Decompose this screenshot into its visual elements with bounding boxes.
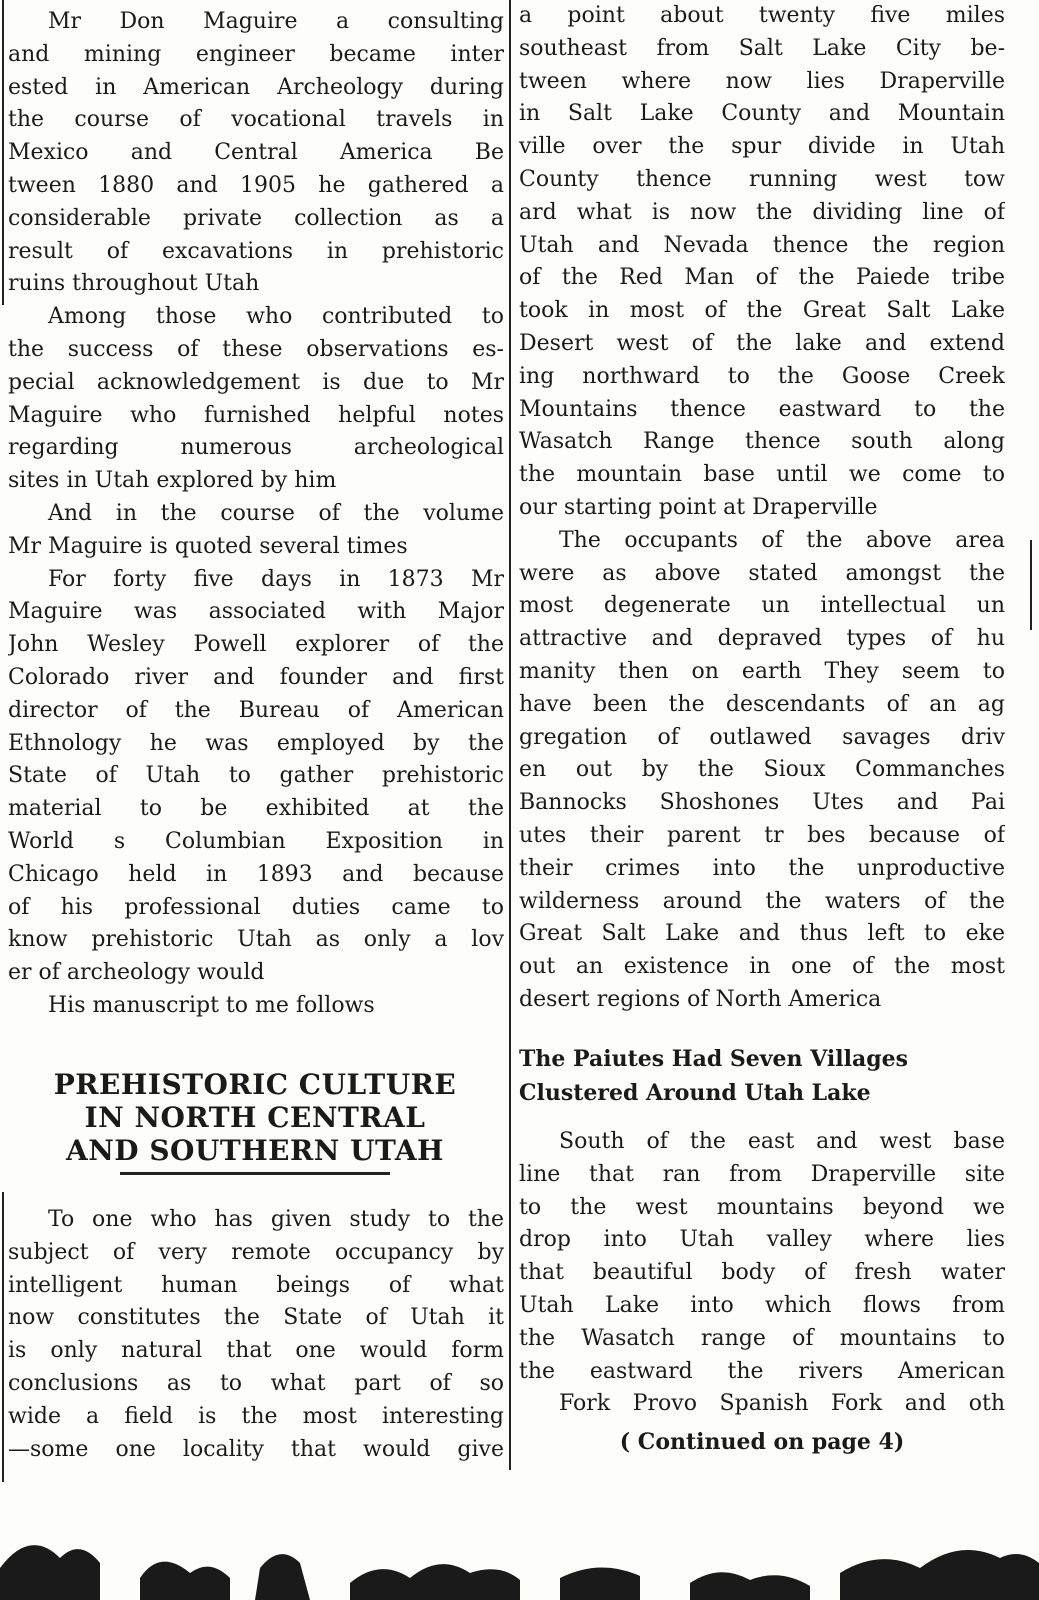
text-line: Mountains thence eastward to the — [519, 396, 1005, 422]
text-line: tween where now lies Draperville — [519, 68, 1005, 94]
text-line: attractive and depraved types of hu — [519, 626, 1005, 652]
text-line: ing northward to the Goose Creek — [519, 363, 1005, 389]
text-line: To one who has given study to the — [48, 1207, 504, 1232]
text-line: drop into Utah valley where lies — [519, 1227, 1005, 1253]
text-line: Utah and Nevada thence the region — [519, 232, 1005, 258]
text-line: The occupants of the above area — [559, 527, 1005, 553]
text-line: material to be exhibited at the — [8, 796, 504, 822]
text-line: utes their parent tr bes because of — [519, 822, 1005, 848]
text-line: pecial acknowledgement is due to Mr — [8, 369, 504, 395]
ornament-icon — [0, 1545, 1039, 1600]
text-line: know prehistoric Utah as only a lov — [8, 927, 504, 953]
text-line: Colorado river and founder and first — [8, 664, 504, 690]
text-line: His manuscript to me follows — [48, 992, 375, 1018]
text-line: Wasatch Range thence south along — [519, 429, 1005, 455]
column-rule-left-lower — [2, 1192, 4, 1482]
text-line: desert regions of North America — [519, 986, 882, 1012]
text-line: Mexico and Central America Be — [8, 140, 504, 166]
text-line: And in the course of the volume — [48, 500, 504, 526]
text-line: a point about twenty five miles — [519, 3, 1005, 28]
decorative-border — [0, 1508, 1039, 1600]
text-line: ard what is now the dividing line of — [519, 199, 1005, 225]
continued-notice: ( Continued on page 4) — [619, 1429, 905, 1455]
left-paragraph-1 — [8, 6, 504, 301]
text-line: State of Utah to gather prehistoric — [8, 763, 504, 789]
text-line: subject of very remote occupancy by — [8, 1239, 504, 1265]
text-line: Maguire who furnished helpful notes — [8, 402, 504, 428]
left-paragraph-5 — [8, 990, 504, 1023]
column-rule-left — [2, 0, 4, 305]
text-line: South of the east and west base — [559, 1129, 1005, 1154]
text-line: gregation of outlawed savages driv — [519, 724, 1005, 750]
article-headline — [30, 1068, 480, 1167]
text-line: to the west mountains beyond we — [519, 1194, 1005, 1220]
text-line: were as above stated amongst the — [519, 560, 1005, 586]
text-line: Bannocks Shoshones Utes and Pai — [519, 790, 1005, 816]
text-line: and mining engineer became inter — [8, 41, 504, 67]
text-line: Utah Lake into which flows from — [519, 1292, 1005, 1318]
headline-line: IN NORTH CENTRAL — [84, 1101, 426, 1134]
text-line: line that ran from Draperville site — [519, 1161, 1005, 1187]
text-line: wide a field is the most interesting — [8, 1403, 504, 1429]
text-line: wilderness around the waters of the — [519, 888, 1005, 914]
text-line: er of archeology would — [8, 960, 265, 986]
subhead-line: The Paiutes Had Seven Villages — [519, 1046, 908, 1072]
text-line: Maguire was associated with Major — [8, 599, 504, 625]
text-line: in Salt Lake County and Mountain — [519, 101, 1005, 127]
text-line: Fork Provo Spanish Fork and oth — [559, 1391, 1005, 1417]
text-line: Great Salt Lake and thus left to eke — [519, 921, 1005, 947]
text-line: took in most of the Great Salt Lake — [519, 298, 1005, 324]
text-line: considerable private collection as a — [8, 205, 504, 231]
text-line: Desert west of the lake and extend — [519, 330, 1005, 356]
text-line: sites in Utah explored by him — [8, 468, 337, 494]
text-line: the mountain base until we come to — [519, 462, 1005, 488]
headline-line: PREHISTORIC CULTURE — [53, 1068, 457, 1101]
text-line: the Wasatch range of mountains to — [519, 1325, 1005, 1351]
right-paragraph-2 — [519, 525, 1005, 1017]
text-line: Chicago held in 1893 and because — [8, 861, 504, 887]
text-line: For forty five days in 1873 Mr — [48, 566, 504, 592]
text-line: tween 1880 and 1905 he gathered a — [8, 172, 504, 198]
text-line: regarding numerous archeological — [8, 435, 504, 461]
text-line: Ethnology he was employed by the — [8, 730, 504, 756]
text-line: ville over the spur divide in Utah — [519, 134, 1005, 160]
subhead-line: Clustered Around Utah Lake — [519, 1080, 871, 1106]
text-line: of his professional duties came to — [8, 894, 504, 920]
text-line: the success of these observations es- — [8, 336, 504, 362]
text-line: conclusions as to what part of so — [8, 1370, 504, 1396]
left-column-lower — [8, 1204, 504, 1466]
column-rule-right — [1030, 540, 1032, 630]
text-line: southeast from Salt Lake City be- — [519, 35, 1005, 61]
text-line: the course of vocational travels in — [8, 107, 504, 133]
text-line: Mr Maguire is quoted several times — [8, 533, 408, 559]
text-line: en out by the Sioux Commanches — [519, 757, 1005, 783]
text-line: ruins throughout Utah — [8, 271, 260, 297]
text-line: Mr Don Maguire a consulting — [48, 9, 504, 34]
right-column-lower — [519, 1126, 1005, 1421]
left-paragraph-3 — [8, 498, 504, 564]
left-paragraph-2 — [8, 301, 504, 498]
text-line: of the Red Man of the Paiede tribe — [519, 265, 1005, 291]
column-rule-center — [509, 0, 511, 1470]
text-line: World s Columbian Exposition in — [8, 828, 504, 854]
text-line: ested in American Archeology during — [8, 74, 504, 100]
text-line: John Wesley Powell explorer of the — [8, 632, 504, 658]
headline-line: AND SOUTHERN UTAH — [65, 1134, 445, 1167]
text-line: County thence running west tow — [519, 166, 1005, 192]
text-line: have been the descendants of an ag — [519, 691, 1005, 717]
headline-rule — [120, 1172, 390, 1175]
left-column — [8, 6, 504, 1023]
section-subhead — [519, 1042, 999, 1110]
text-line: that beautiful body of fresh water — [519, 1260, 1005, 1286]
text-line: their crimes into the unproductive — [519, 855, 1005, 881]
text-line: the eastward the rivers American — [519, 1358, 1005, 1384]
text-line: is only natural that one would form — [8, 1338, 504, 1364]
text-line: director of the Bureau of American — [8, 697, 504, 723]
text-line: manity then on earth They seem to — [519, 658, 1005, 684]
text-line: out an existence in one of the most — [519, 954, 1005, 980]
text-line: most degenerate un intellectual un — [519, 593, 1005, 619]
text-line: our starting point at Draperville — [519, 494, 878, 520]
text-line: now constitutes the State of Utah it — [8, 1305, 504, 1331]
left-paragraph-4 — [8, 564, 504, 990]
text-line: —some one locality that would give — [8, 1436, 504, 1462]
text-line: result of excavations in prehistoric — [8, 238, 504, 264]
text-line: Among those who contributed to — [48, 304, 504, 330]
right-paragraph-1 — [519, 0, 1005, 525]
right-column — [519, 0, 1005, 1017]
text-line: intelligent human beings of what — [8, 1272, 504, 1298]
